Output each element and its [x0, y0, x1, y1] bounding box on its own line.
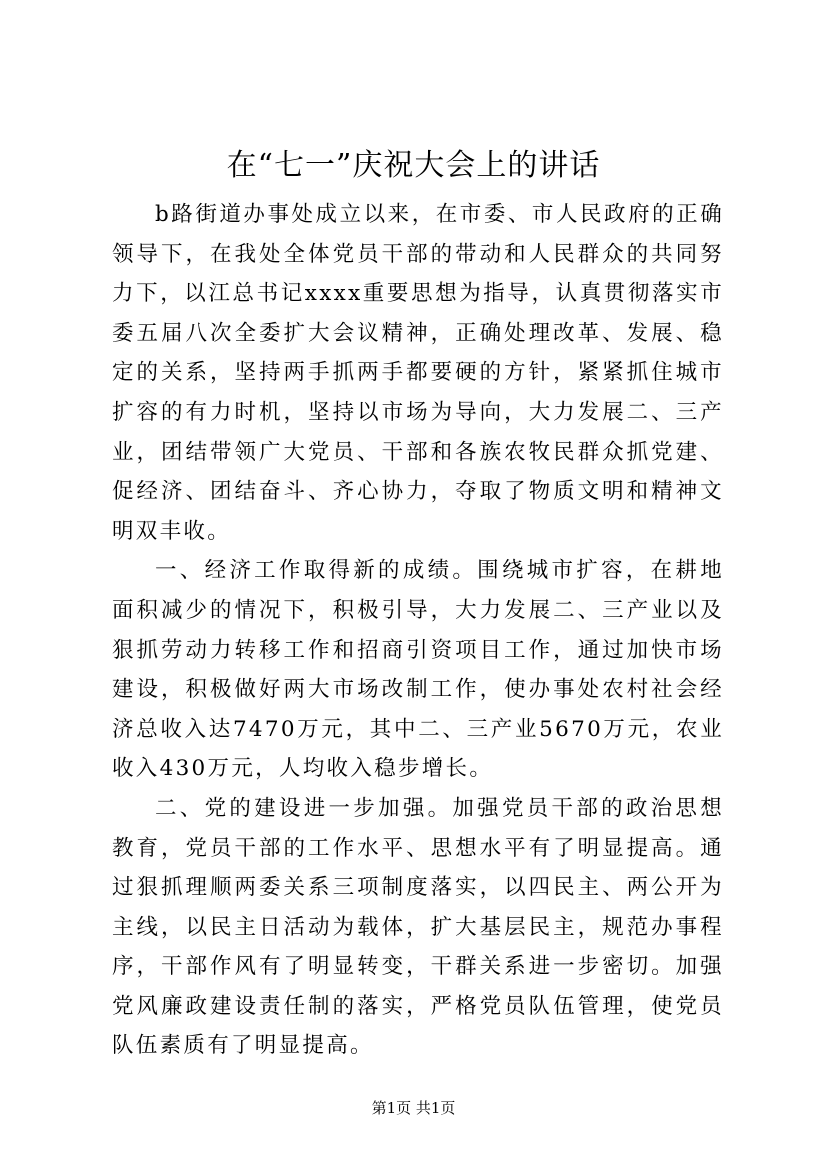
document-title: 在“七一”庆祝大会上的讲话 — [226, 148, 601, 183]
document-body — [112, 195, 724, 1066]
paragraph-intro: b路街道办事处成立以来，在市委、市人民政府的正确领导下，在我处全体党员干部的带动和人民群众的共同努力下，以江总书记xxxx重要思想为指导，认真贯彻落实市委五届八次全委扩大会议精神，正确处理改革、发展、稳定的关系，坚持两手抓两手都要硬的方针，紧紧抓住城市扩容的有力时机，坚持以市场为导向，大力发展二、三产业，团结带领广大党员、干部和各族农牧民群众抓党建、促经济、团结奋斗、齐心协力，夺取了物质文明和精神文明双丰收。 — [112, 202, 724, 544]
page-number-footer: 第1页 共1页 — [371, 1099, 456, 1117]
paragraph-economy: 一、经济工作取得新的成绩。围绕城市扩容，在耕地面积减少的情况下，积极引导，大力发展二、三产业以及狠抓劳动力转移工作和招商引资项目工作，通过加快市场建设，积极做好两大市场改制工作，使办事处农村社会经济总收入达7470万元，其中二、三产业5670万元，农业收入430万元，人均收入稳步增长。 — [112, 558, 724, 782]
paragraph-party-building: 二、党的建设进一步加强。加强党员干部的政治思想教育，党员干部的工作水平、思想水平有了明显提高。通过狠抓理顺两委关系三项制度落实，以四民主、两公开为主线，以民主日活动为载体，扩大基层民主，规范办事程序，干部作风有了明显转变，干群关系进一步密切。加强党风廉政建设责任制的落实，严格党员队伍管理，使党员队伍素质有了明显提高。 — [112, 795, 724, 1059]
